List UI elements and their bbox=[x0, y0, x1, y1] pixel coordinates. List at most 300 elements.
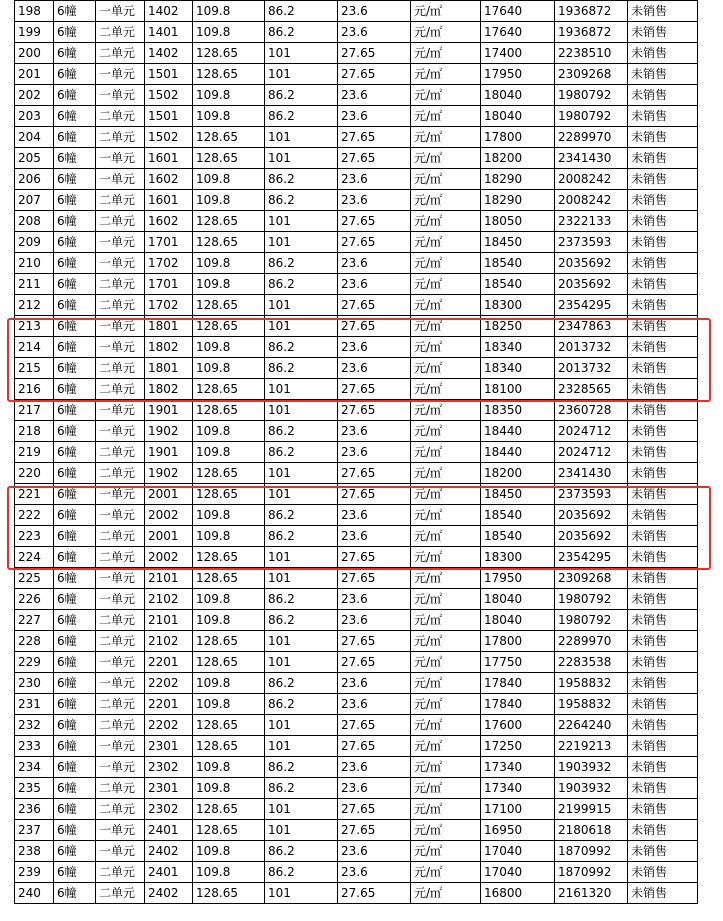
sales-status: 未销售 bbox=[628, 631, 698, 652]
room-number: 2002 bbox=[145, 547, 193, 568]
sales-status: 未销售 bbox=[628, 253, 698, 274]
unit-price: 18340 bbox=[481, 337, 555, 358]
price-unit: 元/㎡ bbox=[411, 631, 481, 652]
building-cell: 6幢 bbox=[54, 862, 96, 883]
shared-area: 23.6 bbox=[338, 610, 411, 631]
total-price: 2161320 bbox=[555, 883, 628, 904]
unit-cell: 二单元 bbox=[96, 463, 145, 484]
shared-area: 23.6 bbox=[338, 106, 411, 127]
row-number: 239 bbox=[15, 862, 54, 883]
total-price: 2373593 bbox=[555, 232, 628, 253]
floor-area: 128.65 bbox=[193, 127, 265, 148]
building-cell: 6幢 bbox=[54, 316, 96, 337]
unit-cell: 一单元 bbox=[96, 820, 145, 841]
row-number: 215 bbox=[15, 358, 54, 379]
room-number: 2101 bbox=[145, 610, 193, 631]
inner-area: 101 bbox=[265, 463, 338, 484]
room-number: 1901 bbox=[145, 442, 193, 463]
floor-area: 109.8 bbox=[193, 337, 265, 358]
sales-status: 未销售 bbox=[628, 211, 698, 232]
room-number: 2402 bbox=[145, 883, 193, 904]
price-unit: 元/㎡ bbox=[411, 379, 481, 400]
row-number: 230 bbox=[15, 673, 54, 694]
total-price: 1980792 bbox=[555, 610, 628, 631]
shared-area: 27.65 bbox=[338, 232, 411, 253]
floor-area: 128.65 bbox=[193, 211, 265, 232]
room-number: 1601 bbox=[145, 190, 193, 211]
building-cell: 6幢 bbox=[54, 463, 96, 484]
shared-area: 23.6 bbox=[338, 1, 411, 22]
row-number: 199 bbox=[15, 22, 54, 43]
total-price: 1936872 bbox=[555, 1, 628, 22]
price-list-table bbox=[14, 0, 698, 904]
room-number: 2302 bbox=[145, 757, 193, 778]
price-unit: 元/㎡ bbox=[411, 43, 481, 64]
sales-status: 未销售 bbox=[628, 505, 698, 526]
unit-cell: 二单元 bbox=[96, 883, 145, 904]
inner-area: 101 bbox=[265, 652, 338, 673]
unit-price: 18200 bbox=[481, 463, 555, 484]
unit-cell: 二单元 bbox=[96, 799, 145, 820]
floor-area: 128.65 bbox=[193, 736, 265, 757]
unit-price: 18040 bbox=[481, 85, 555, 106]
table-row bbox=[15, 778, 698, 799]
table-row bbox=[15, 505, 698, 526]
shared-area: 23.6 bbox=[338, 274, 411, 295]
room-number: 1902 bbox=[145, 463, 193, 484]
unit-cell: 二单元 bbox=[96, 547, 145, 568]
room-number: 2102 bbox=[145, 631, 193, 652]
price-unit: 元/㎡ bbox=[411, 526, 481, 547]
total-price: 2008242 bbox=[555, 169, 628, 190]
building-cell: 6幢 bbox=[54, 190, 96, 211]
unit-price: 18250 bbox=[481, 316, 555, 337]
total-price: 2013732 bbox=[555, 358, 628, 379]
floor-area: 128.65 bbox=[193, 547, 265, 568]
table-row bbox=[15, 400, 698, 421]
building-cell: 6幢 bbox=[54, 295, 96, 316]
building-cell: 6幢 bbox=[54, 610, 96, 631]
shared-area: 27.65 bbox=[338, 400, 411, 421]
unit-price: 18300 bbox=[481, 547, 555, 568]
floor-area: 109.8 bbox=[193, 106, 265, 127]
unit-cell: 一单元 bbox=[96, 400, 145, 421]
shared-area: 27.65 bbox=[338, 883, 411, 904]
table-row bbox=[15, 169, 698, 190]
price-unit: 元/㎡ bbox=[411, 400, 481, 421]
table-row bbox=[15, 589, 698, 610]
floor-area: 128.65 bbox=[193, 631, 265, 652]
price-unit: 元/㎡ bbox=[411, 22, 481, 43]
floor-area: 109.8 bbox=[193, 253, 265, 274]
shared-area: 23.6 bbox=[338, 526, 411, 547]
total-price: 1936872 bbox=[555, 22, 628, 43]
unit-price: 18290 bbox=[481, 169, 555, 190]
unit-price: 17800 bbox=[481, 127, 555, 148]
inner-area: 101 bbox=[265, 127, 338, 148]
unit-cell: 一单元 bbox=[96, 841, 145, 862]
table-row bbox=[15, 820, 698, 841]
building-cell: 6幢 bbox=[54, 526, 96, 547]
table-row bbox=[15, 463, 698, 484]
building-cell: 6幢 bbox=[54, 652, 96, 673]
floor-area: 128.65 bbox=[193, 64, 265, 85]
price-unit: 元/㎡ bbox=[411, 505, 481, 526]
room-number: 2102 bbox=[145, 589, 193, 610]
total-price: 1870992 bbox=[555, 862, 628, 883]
unit-cell: 一单元 bbox=[96, 64, 145, 85]
row-number: 226 bbox=[15, 589, 54, 610]
building-cell: 6幢 bbox=[54, 106, 96, 127]
table-row bbox=[15, 211, 698, 232]
floor-area: 109.8 bbox=[193, 778, 265, 799]
shared-area: 27.65 bbox=[338, 547, 411, 568]
price-unit: 元/㎡ bbox=[411, 190, 481, 211]
sales-status: 未销售 bbox=[628, 484, 698, 505]
shared-area: 23.6 bbox=[338, 778, 411, 799]
unit-price: 18300 bbox=[481, 295, 555, 316]
shared-area: 23.6 bbox=[338, 169, 411, 190]
floor-area: 128.65 bbox=[193, 568, 265, 589]
building-cell: 6幢 bbox=[54, 883, 96, 904]
unit-cell: 二单元 bbox=[96, 190, 145, 211]
unit-cell: 二单元 bbox=[96, 379, 145, 400]
floor-area: 109.8 bbox=[193, 610, 265, 631]
building-cell: 6幢 bbox=[54, 589, 96, 610]
inner-area: 86.2 bbox=[265, 1, 338, 22]
sales-status: 未销售 bbox=[628, 337, 698, 358]
shared-area: 23.6 bbox=[338, 694, 411, 715]
table-row bbox=[15, 757, 698, 778]
room-number: 2001 bbox=[145, 526, 193, 547]
building-cell: 6幢 bbox=[54, 253, 96, 274]
row-number: 236 bbox=[15, 799, 54, 820]
inner-area: 86.2 bbox=[265, 85, 338, 106]
building-cell: 6幢 bbox=[54, 820, 96, 841]
price-unit: 元/㎡ bbox=[411, 841, 481, 862]
unit-cell: 一单元 bbox=[96, 421, 145, 442]
price-unit: 元/㎡ bbox=[411, 799, 481, 820]
sales-status: 未销售 bbox=[628, 169, 698, 190]
unit-price: 17100 bbox=[481, 799, 555, 820]
table-row bbox=[15, 232, 698, 253]
room-number: 2202 bbox=[145, 715, 193, 736]
unit-price: 17640 bbox=[481, 22, 555, 43]
shared-area: 23.6 bbox=[338, 190, 411, 211]
inner-area: 101 bbox=[265, 43, 338, 64]
floor-area: 109.8 bbox=[193, 862, 265, 883]
floor-area: 109.8 bbox=[193, 22, 265, 43]
unit-price: 18040 bbox=[481, 589, 555, 610]
row-number: 211 bbox=[15, 274, 54, 295]
unit-cell: 一单元 bbox=[96, 316, 145, 337]
sales-status: 未销售 bbox=[628, 232, 698, 253]
floor-area: 128.65 bbox=[193, 799, 265, 820]
room-number: 1602 bbox=[145, 211, 193, 232]
row-number: 216 bbox=[15, 379, 54, 400]
unit-cell: 二单元 bbox=[96, 274, 145, 295]
shared-area: 23.6 bbox=[338, 421, 411, 442]
total-price: 2309268 bbox=[555, 568, 628, 589]
row-number: 232 bbox=[15, 715, 54, 736]
building-cell: 6幢 bbox=[54, 85, 96, 106]
total-price: 2322133 bbox=[555, 211, 628, 232]
price-unit: 元/㎡ bbox=[411, 85, 481, 106]
room-number: 1401 bbox=[145, 22, 193, 43]
room-number: 1601 bbox=[145, 148, 193, 169]
inner-area: 101 bbox=[265, 631, 338, 652]
unit-price: 16950 bbox=[481, 820, 555, 841]
inner-area: 86.2 bbox=[265, 673, 338, 694]
unit-price: 18290 bbox=[481, 190, 555, 211]
price-unit: 元/㎡ bbox=[411, 673, 481, 694]
building-cell: 6幢 bbox=[54, 379, 96, 400]
unit-price: 18450 bbox=[481, 484, 555, 505]
room-number: 1701 bbox=[145, 232, 193, 253]
unit-cell: 二单元 bbox=[96, 631, 145, 652]
sales-status: 未销售 bbox=[628, 778, 698, 799]
shared-area: 23.6 bbox=[338, 673, 411, 694]
price-unit: 元/㎡ bbox=[411, 64, 481, 85]
inner-area: 101 bbox=[265, 799, 338, 820]
total-price: 2219213 bbox=[555, 736, 628, 757]
shared-area: 27.65 bbox=[338, 820, 411, 841]
inner-area: 86.2 bbox=[265, 757, 338, 778]
inner-area: 101 bbox=[265, 64, 338, 85]
unit-price: 18540 bbox=[481, 526, 555, 547]
floor-area: 128.65 bbox=[193, 232, 265, 253]
row-number: 219 bbox=[15, 442, 54, 463]
price-unit: 元/㎡ bbox=[411, 127, 481, 148]
building-cell: 6幢 bbox=[54, 43, 96, 64]
inner-area: 101 bbox=[265, 715, 338, 736]
unit-price: 18440 bbox=[481, 421, 555, 442]
shared-area: 27.65 bbox=[338, 379, 411, 400]
price-unit: 元/㎡ bbox=[411, 169, 481, 190]
floor-area: 109.8 bbox=[193, 1, 265, 22]
inner-area: 101 bbox=[265, 232, 338, 253]
building-cell: 6幢 bbox=[54, 715, 96, 736]
floor-area: 109.8 bbox=[193, 274, 265, 295]
sales-status: 未销售 bbox=[628, 526, 698, 547]
unit-price: 18100 bbox=[481, 379, 555, 400]
inner-area: 86.2 bbox=[265, 337, 338, 358]
unit-price: 18440 bbox=[481, 442, 555, 463]
total-price: 2373593 bbox=[555, 484, 628, 505]
table-row bbox=[15, 526, 698, 547]
table-row bbox=[15, 862, 698, 883]
building-cell: 6幢 bbox=[54, 841, 96, 862]
sales-status: 未销售 bbox=[628, 295, 698, 316]
row-number: 217 bbox=[15, 400, 54, 421]
building-cell: 6幢 bbox=[54, 799, 96, 820]
sales-status: 未销售 bbox=[628, 127, 698, 148]
sales-status: 未销售 bbox=[628, 274, 698, 295]
total-price: 2283538 bbox=[555, 652, 628, 673]
total-price: 1980792 bbox=[555, 106, 628, 127]
price-unit: 元/㎡ bbox=[411, 1, 481, 22]
building-cell: 6幢 bbox=[54, 274, 96, 295]
total-price: 2180618 bbox=[555, 820, 628, 841]
room-number: 1902 bbox=[145, 421, 193, 442]
inner-area: 86.2 bbox=[265, 841, 338, 862]
total-price: 1903932 bbox=[555, 778, 628, 799]
shared-area: 27.65 bbox=[338, 736, 411, 757]
unit-cell: 一单元 bbox=[96, 589, 145, 610]
inner-area: 86.2 bbox=[265, 358, 338, 379]
row-number: 227 bbox=[15, 610, 54, 631]
shared-area: 23.6 bbox=[338, 442, 411, 463]
row-number: 218 bbox=[15, 421, 54, 442]
table-row bbox=[15, 22, 698, 43]
unit-price: 17600 bbox=[481, 715, 555, 736]
shared-area: 27.65 bbox=[338, 295, 411, 316]
inner-area: 101 bbox=[265, 148, 338, 169]
price-unit: 元/㎡ bbox=[411, 652, 481, 673]
room-number: 2001 bbox=[145, 484, 193, 505]
price-unit: 元/㎡ bbox=[411, 274, 481, 295]
table-row bbox=[15, 841, 698, 862]
room-number: 1502 bbox=[145, 127, 193, 148]
total-price: 2035692 bbox=[555, 253, 628, 274]
price-unit: 元/㎡ bbox=[411, 757, 481, 778]
price-unit: 元/㎡ bbox=[411, 463, 481, 484]
shared-area: 27.65 bbox=[338, 211, 411, 232]
sales-status: 未销售 bbox=[628, 589, 698, 610]
sales-status: 未销售 bbox=[628, 610, 698, 631]
shared-area: 23.6 bbox=[338, 22, 411, 43]
unit-price: 17750 bbox=[481, 652, 555, 673]
building-cell: 6幢 bbox=[54, 736, 96, 757]
room-number: 2402 bbox=[145, 841, 193, 862]
total-price: 2035692 bbox=[555, 274, 628, 295]
shared-area: 23.6 bbox=[338, 253, 411, 274]
price-unit: 元/㎡ bbox=[411, 715, 481, 736]
floor-area: 109.8 bbox=[193, 505, 265, 526]
shared-area: 23.6 bbox=[338, 862, 411, 883]
unit-cell: 二单元 bbox=[96, 526, 145, 547]
floor-area: 128.65 bbox=[193, 400, 265, 421]
shared-area: 27.65 bbox=[338, 715, 411, 736]
row-number: 206 bbox=[15, 169, 54, 190]
room-number: 2401 bbox=[145, 820, 193, 841]
floor-area: 128.65 bbox=[193, 148, 265, 169]
price-unit: 元/㎡ bbox=[411, 778, 481, 799]
sales-status: 未销售 bbox=[628, 841, 698, 862]
inner-area: 86.2 bbox=[265, 526, 338, 547]
price-unit: 元/㎡ bbox=[411, 736, 481, 757]
unit-cell: 二单元 bbox=[96, 127, 145, 148]
table-row bbox=[15, 253, 698, 274]
sales-status: 未销售 bbox=[628, 799, 698, 820]
sales-status: 未销售 bbox=[628, 1, 698, 22]
price-unit: 元/㎡ bbox=[411, 211, 481, 232]
room-number: 1801 bbox=[145, 358, 193, 379]
row-number: 228 bbox=[15, 631, 54, 652]
floor-area: 109.8 bbox=[193, 421, 265, 442]
inner-area: 86.2 bbox=[265, 442, 338, 463]
row-number: 214 bbox=[15, 337, 54, 358]
unit-price: 18350 bbox=[481, 400, 555, 421]
inner-area: 101 bbox=[265, 484, 338, 505]
unit-cell: 二单元 bbox=[96, 442, 145, 463]
row-number: 205 bbox=[15, 148, 54, 169]
unit-cell: 二单元 bbox=[96, 862, 145, 883]
price-unit: 元/㎡ bbox=[411, 106, 481, 127]
floor-area: 109.8 bbox=[193, 757, 265, 778]
total-price: 2238510 bbox=[555, 43, 628, 64]
building-cell: 6幢 bbox=[54, 1, 96, 22]
total-price: 1980792 bbox=[555, 589, 628, 610]
inner-area: 101 bbox=[265, 736, 338, 757]
sales-status: 未销售 bbox=[628, 85, 698, 106]
room-number: 2101 bbox=[145, 568, 193, 589]
shared-area: 27.65 bbox=[338, 463, 411, 484]
room-number: 1802 bbox=[145, 379, 193, 400]
unit-price: 17040 bbox=[481, 862, 555, 883]
unit-price: 17340 bbox=[481, 757, 555, 778]
total-price: 2024712 bbox=[555, 421, 628, 442]
unit-price: 17340 bbox=[481, 778, 555, 799]
unit-cell: 一单元 bbox=[96, 505, 145, 526]
table-row bbox=[15, 316, 698, 337]
shared-area: 27.65 bbox=[338, 568, 411, 589]
room-number: 2202 bbox=[145, 673, 193, 694]
inner-area: 101 bbox=[265, 883, 338, 904]
table-row bbox=[15, 85, 698, 106]
building-cell: 6幢 bbox=[54, 400, 96, 421]
unit-cell: 二单元 bbox=[96, 715, 145, 736]
room-number: 1802 bbox=[145, 337, 193, 358]
room-number: 2302 bbox=[145, 799, 193, 820]
row-number: 221 bbox=[15, 484, 54, 505]
total-price: 2013732 bbox=[555, 337, 628, 358]
shared-area: 23.6 bbox=[338, 757, 411, 778]
unit-cell: 一单元 bbox=[96, 568, 145, 589]
table-row bbox=[15, 715, 698, 736]
unit-price: 17040 bbox=[481, 841, 555, 862]
sales-status: 未销售 bbox=[628, 568, 698, 589]
unit-price: 17840 bbox=[481, 673, 555, 694]
sales-status: 未销售 bbox=[628, 64, 698, 85]
total-price: 1980792 bbox=[555, 85, 628, 106]
inner-area: 86.2 bbox=[265, 862, 338, 883]
sales-status: 未销售 bbox=[628, 757, 698, 778]
sales-status: 未销售 bbox=[628, 862, 698, 883]
shared-area: 23.6 bbox=[338, 505, 411, 526]
room-number: 1602 bbox=[145, 169, 193, 190]
total-price: 1958832 bbox=[555, 694, 628, 715]
sales-status: 未销售 bbox=[628, 673, 698, 694]
shared-area: 27.65 bbox=[338, 484, 411, 505]
building-cell: 6幢 bbox=[54, 211, 96, 232]
price-unit: 元/㎡ bbox=[411, 568, 481, 589]
floor-area: 109.8 bbox=[193, 694, 265, 715]
price-unit: 元/㎡ bbox=[411, 253, 481, 274]
price-unit: 元/㎡ bbox=[411, 610, 481, 631]
shared-area: 27.65 bbox=[338, 148, 411, 169]
inner-area: 86.2 bbox=[265, 694, 338, 715]
building-cell: 6幢 bbox=[54, 337, 96, 358]
floor-area: 128.65 bbox=[193, 379, 265, 400]
total-price: 2289970 bbox=[555, 127, 628, 148]
unit-price: 18540 bbox=[481, 253, 555, 274]
unit-cell: 一单元 bbox=[96, 85, 145, 106]
inner-area: 101 bbox=[265, 316, 338, 337]
row-number: 238 bbox=[15, 841, 54, 862]
unit-price: 18050 bbox=[481, 211, 555, 232]
total-price: 2354295 bbox=[555, 295, 628, 316]
